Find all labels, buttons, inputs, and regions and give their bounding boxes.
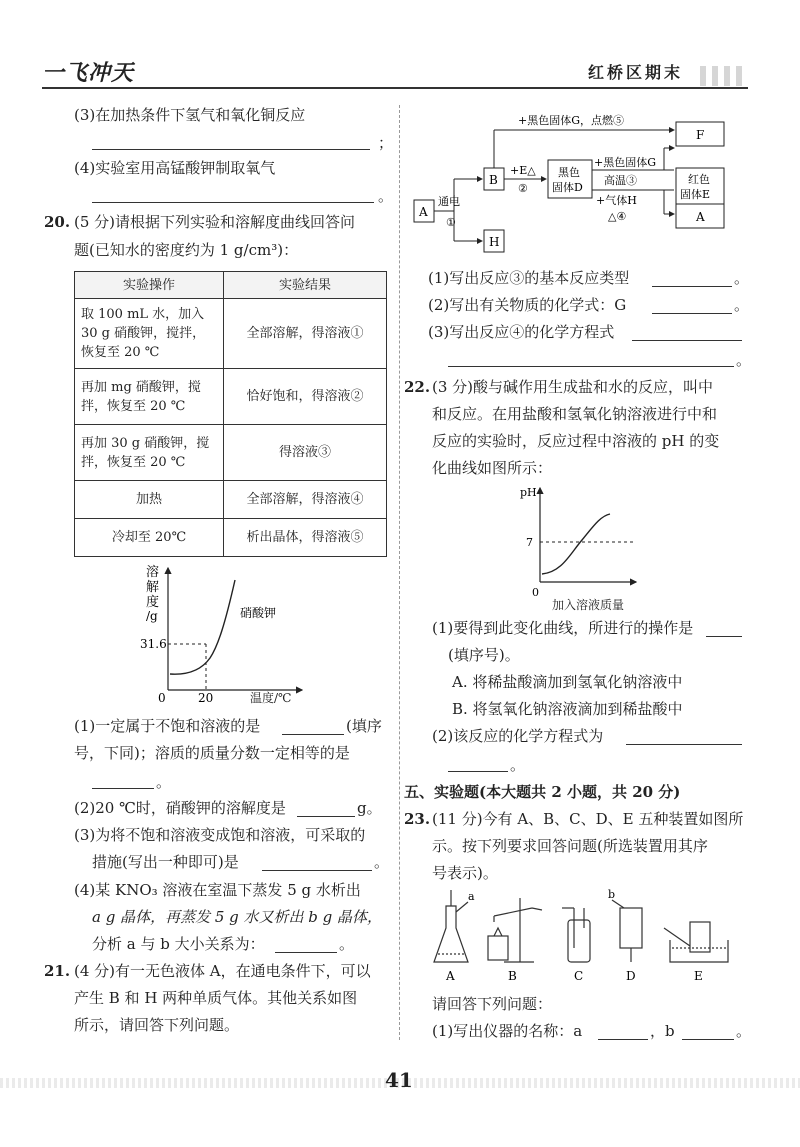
header-decoration xyxy=(700,66,748,86)
curve-label: 硝酸钾 xyxy=(240,606,277,620)
q20-line1: (5 分)请根据下列实验和溶解度曲线回答问 xyxy=(74,213,356,231)
q20-1-a: (1)一定属于不饱和溶液的是 xyxy=(74,717,261,735)
cond-2-top: +E△ xyxy=(510,164,536,177)
q22-2: (2)该反应的化学方程式为 xyxy=(432,727,604,745)
origin-label: 0 xyxy=(532,586,539,599)
answer-blank xyxy=(275,936,337,953)
apparatus-C-bottle xyxy=(568,920,590,962)
ph7-label: 7 xyxy=(526,536,533,549)
result-cell: 恰好饱和，得溶液② xyxy=(224,369,387,425)
q22-line1: (3 分)酸与碱作用生成盐和水的反应，叫中 xyxy=(432,378,714,396)
q20-number: 20. xyxy=(44,213,71,231)
op-line: 拌，恢复至 20 ℃ xyxy=(81,398,186,414)
table-row xyxy=(75,425,387,481)
q21-3: (3)写出反应④的化学方程式 xyxy=(428,323,615,341)
unit-g: g。 xyxy=(357,799,382,817)
answer-blank xyxy=(92,186,374,203)
q23-number: 23. xyxy=(404,810,431,828)
q23-line2: 示。按下列要求回答问题(所选装置用其序 xyxy=(432,837,708,855)
cond-4: △④ xyxy=(608,210,627,223)
apparatus-D-bottle xyxy=(620,908,642,948)
x-axis-label: 温度/℃ xyxy=(250,691,292,705)
period: 。 xyxy=(734,269,750,287)
answer-blank xyxy=(706,620,742,637)
y-value: 31.6 xyxy=(140,637,167,651)
answer-blank xyxy=(92,772,154,789)
section-5-heading: 五、实验题(本大题共 2 小题，共 20 分) xyxy=(404,783,681,801)
op-cell xyxy=(75,299,224,369)
cond-2: ② xyxy=(518,182,528,195)
op-line: 恢复至 20 ℃ xyxy=(81,345,160,360)
result-cell: 析出晶体，得溶液⑤ xyxy=(224,519,387,557)
option-A: A. 将稀盐酸滴加到氢氧化钠溶液中 xyxy=(452,673,683,691)
answer-blank xyxy=(282,718,344,735)
q20-line2: 题(已知水的密度约为 1 g/cm³)： xyxy=(74,241,299,259)
label-C: C xyxy=(574,969,584,983)
experiment-table xyxy=(74,271,387,557)
table-row xyxy=(75,519,387,557)
answer-blank xyxy=(632,324,742,341)
period: 。 xyxy=(374,853,390,871)
header-rule xyxy=(42,87,748,89)
label-D: D xyxy=(626,969,636,983)
q23-line3: 号表示)。 xyxy=(432,864,498,882)
table-header-row xyxy=(75,272,387,299)
result-cell: 得溶液③ xyxy=(224,425,387,481)
label-E: E xyxy=(694,969,703,983)
answer-blank xyxy=(448,755,508,772)
label-F: F xyxy=(696,128,705,142)
op-line: 30 g 硝酸钾，搅拌， xyxy=(81,326,206,341)
ph-curve xyxy=(542,514,610,574)
op-line: 取 100 mL 水，加入 xyxy=(81,307,205,322)
label-E: 红色 xyxy=(688,173,710,186)
q21-line1: (4 分)有一无色液体 A，在通电条件下，可以 xyxy=(74,962,371,980)
q19-4-text: (4)实验室用高锰酸钾制取氧气 xyxy=(74,159,276,177)
x-value: 20 xyxy=(198,691,214,705)
q23-1: (1)写出仪器的名称：a xyxy=(432,1022,583,1040)
answer-blank xyxy=(652,297,732,314)
apparatus-figure xyxy=(424,888,740,988)
table-header: 实验操作 xyxy=(75,272,224,299)
period: 。 xyxy=(378,187,394,205)
q23-1-b: ，b xyxy=(650,1022,675,1040)
semicolon: ； xyxy=(378,134,394,152)
reaction-flow-diagram xyxy=(408,108,753,258)
label-D: 黑色 xyxy=(558,166,580,179)
answer-blank xyxy=(598,1023,648,1040)
label-E: 固体E xyxy=(680,188,711,201)
q20-4-a: (4)某 KNO₃ 溶液在室温下蒸发 5 g 水析出 xyxy=(74,881,361,899)
q20-1-b: (填序 xyxy=(346,717,382,735)
label-b: b xyxy=(608,888,616,901)
q19-3-text: (3)在加热条件下氢气和氧化铜反应 xyxy=(74,106,306,124)
cond-5: +黑色固体G，点燃⑤ xyxy=(518,114,625,127)
q22-line4: 化曲线如图所示： xyxy=(432,459,553,477)
label-B: B xyxy=(508,969,517,983)
cond-3-top: +黑色固体G xyxy=(594,156,657,169)
page-number: 41 xyxy=(385,1068,413,1092)
period: 。 xyxy=(156,773,172,791)
y-label: 度 xyxy=(146,595,160,610)
cond-3: 高温③ xyxy=(604,174,637,187)
q21-2: (2)写出有关物质的化学式：G xyxy=(428,296,627,314)
q20-3-b: 措施(写出一种即可)是 xyxy=(92,853,239,871)
label-B: B xyxy=(489,173,498,187)
q20-2: (2)20 ℃时，硝酸钾的溶解度是 xyxy=(74,799,286,817)
q22-line2: 和反应。在用盐酸和氢氧化钠溶液进行中和 xyxy=(432,405,718,423)
result-cell: 全部溶解，得溶液④ xyxy=(224,481,387,519)
apparatus-B-burner xyxy=(488,936,508,960)
table-row xyxy=(75,481,387,519)
label-A: A xyxy=(446,969,455,983)
label-A: A xyxy=(419,205,428,219)
answer-blank xyxy=(682,1023,734,1040)
answer-blank xyxy=(626,728,742,745)
q21-1: (1)写出反应③的基本反应类型 xyxy=(428,269,630,287)
column-divider xyxy=(399,105,400,1040)
q20-3-a: (3)为将不饱和溶液变成饱和溶液，可采取的 xyxy=(74,826,366,844)
brand-logo: 一飞冲天 xyxy=(42,61,135,86)
table-row xyxy=(75,369,387,425)
y-label: 解 xyxy=(146,580,160,595)
label-a: a xyxy=(468,890,475,903)
x-axis-label: 加入溶液质量 xyxy=(552,598,625,612)
q20-4-b: a g 晶体，再蒸发 5 g 水又析出 b g 晶体， xyxy=(92,908,383,926)
label-A2: A xyxy=(696,210,705,224)
period: 。 xyxy=(734,296,750,314)
period: 。 xyxy=(510,756,526,774)
op-cell xyxy=(75,519,224,557)
cond-4-top: +气体H xyxy=(596,194,637,207)
result-cell: 全部溶解，得溶液① xyxy=(224,299,387,369)
solubility-curve xyxy=(170,580,235,674)
series-title: 红桥区期末 xyxy=(588,63,684,82)
q22-1-a: (1)要得到此变化曲线，所进行的操作是 xyxy=(432,619,694,637)
q20-1-c: 号，下同)；溶质的质量分数一定相等的是 xyxy=(74,744,350,762)
op-line: 再加 30 g 硝酸钾，搅 xyxy=(81,435,210,451)
y-label: 溶 xyxy=(146,565,160,580)
answer-blank xyxy=(652,270,732,287)
table-header: 实验结果 xyxy=(224,272,387,299)
ph-graph xyxy=(514,482,644,602)
op-cell xyxy=(75,425,224,481)
q22-line3: 反应的实验时，反应过程中溶液的 pH 的变 xyxy=(432,432,720,450)
q21-line3: 所示，请回答下列问题。 xyxy=(74,1016,240,1034)
table-row xyxy=(75,299,387,369)
answer-blank xyxy=(448,350,734,367)
q23-ask: 请回答下列问题： xyxy=(432,995,553,1013)
period: 。 xyxy=(736,351,752,369)
q22-1-b: (填序号)。 xyxy=(448,646,520,664)
q21-line2: 产生 B 和 H 两种单质气体。其他关系如图 xyxy=(74,989,358,1007)
period: 。 xyxy=(736,1022,752,1040)
cond-electrolysis: 通电 xyxy=(438,195,460,208)
op-line: 冷却至 20℃ xyxy=(111,530,187,545)
op-line: 加热 xyxy=(135,492,162,507)
q21-number: 21. xyxy=(44,962,71,980)
cond-1: ① xyxy=(446,216,456,229)
answer-blank xyxy=(262,854,372,871)
apparatus-E-trough xyxy=(670,940,728,962)
op-line: 再加 mg 硝酸钾，搅 xyxy=(81,379,201,395)
q22-number: 22. xyxy=(404,378,431,396)
q23-line1: (11 分)今有 A、B、C、D、E 五种装置如图所 xyxy=(432,810,744,828)
option-B: B. 将氢氧化钠溶液滴加到稀盐酸中 xyxy=(452,700,683,718)
label-H: H xyxy=(489,235,500,249)
origin-label: 0 xyxy=(158,691,166,705)
answer-blank xyxy=(297,800,355,817)
y-label: /g xyxy=(146,609,158,623)
y-label: pH xyxy=(520,486,537,499)
op-cell xyxy=(75,481,224,519)
answer-blank xyxy=(92,133,370,150)
period: 。 xyxy=(339,935,355,953)
op-cell xyxy=(75,369,224,425)
op-line: 拌，恢复至 20 ℃ xyxy=(81,454,186,470)
label-D: 固体D xyxy=(552,181,583,194)
q20-4-c: 分析 a 与 b 大小关系为： xyxy=(92,935,265,953)
